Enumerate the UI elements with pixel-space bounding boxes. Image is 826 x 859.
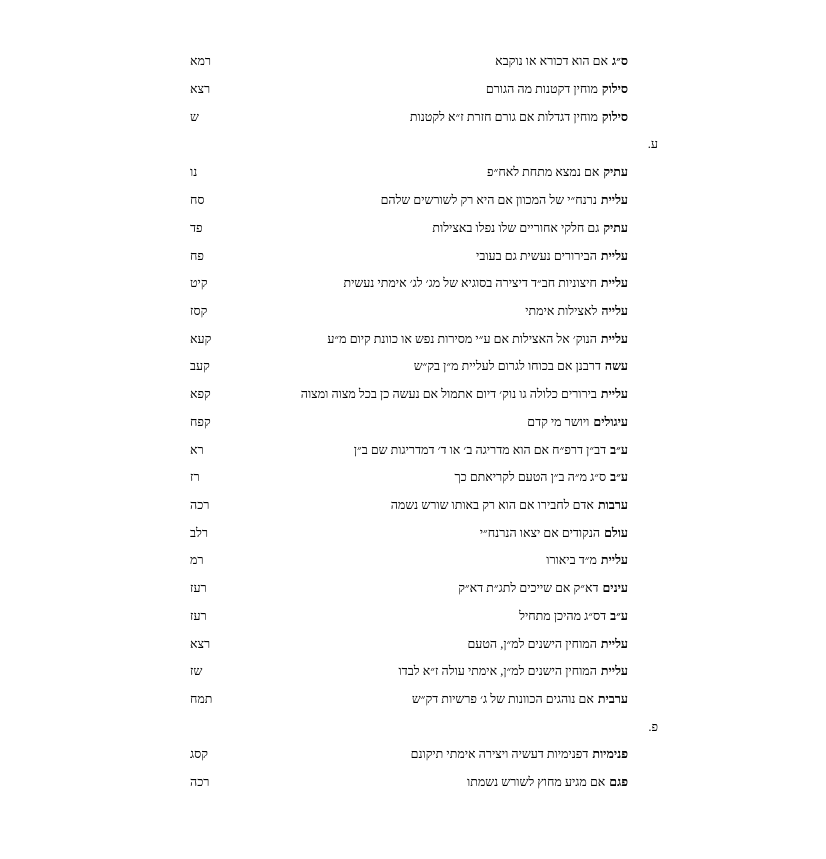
entry-page: קעא	[190, 332, 212, 346]
dot-leader	[245, 273, 340, 293]
entry-page: רמ	[190, 553, 204, 567]
entry-term: עליית	[600, 249, 628, 263]
index-entry	[190, 578, 628, 598]
entry-term: סילוק	[601, 110, 628, 124]
dot-leader	[245, 412, 524, 432]
entry-term: עליית	[600, 276, 628, 290]
dot-leader	[245, 51, 492, 71]
dot-leader	[245, 301, 522, 321]
entry-term: ע״ב	[610, 470, 628, 484]
dot-leader	[245, 606, 516, 626]
entry-term: עליית	[600, 193, 628, 207]
entry-page: פד	[190, 221, 203, 235]
entry-text: מוחין דגדלות אם גורם חזרת ז״א לקטנות	[409, 110, 598, 124]
dot-leader	[245, 218, 429, 238]
dot-leader	[245, 550, 543, 570]
entry-text: לאצילות אימתי	[525, 304, 598, 318]
dot-leader	[245, 523, 477, 543]
entry-page: סח	[190, 193, 205, 207]
entry-page: רכה	[190, 775, 210, 789]
entry-page: רעז	[190, 609, 207, 623]
entry-term: עתיק	[603, 221, 628, 235]
entry-page: קיט	[190, 276, 208, 290]
index-entry	[190, 79, 628, 99]
dot-leader	[245, 107, 407, 127]
entry-page: קפח	[190, 415, 211, 429]
entry-page: קעב	[190, 359, 210, 373]
index-entry	[190, 301, 628, 321]
entry-text: הנקודים אם יצאו הנרנח״י	[479, 526, 601, 540]
index-entry	[190, 661, 628, 681]
entry-term: עליית	[600, 664, 628, 678]
entry-text: אם נמצא מתחת לאח״פ	[487, 165, 600, 179]
index-entry	[190, 772, 628, 792]
entry-text: מ״ד ביאורו	[546, 553, 597, 567]
entry-text: דב״ן דרפ״ח אם הוא מדריגה ב׳ או ד׳ דמדריגות שם ב״ן	[353, 443, 607, 457]
entry-text: גם חלקי אחוריים שלו נפלו באצילות	[432, 221, 600, 235]
entry-term: ס״ג	[612, 54, 628, 68]
entry-text: דפנימיות דעשיה ויצירה אימתי תיקונם	[410, 747, 589, 761]
entry-text: הבירורים נעשית גם בעובי	[476, 249, 597, 263]
entry-page: רכה	[190, 498, 210, 512]
entry-text: הנוק׳ אל האצילות אם ע״י מסירות נפש או כוונת קיום מ״ע	[327, 332, 597, 346]
index-entry	[190, 495, 628, 515]
dot-leader	[245, 246, 473, 266]
entry-page: רצא	[190, 82, 211, 96]
entry-text: בירורים כלולה גו נוק׳ דיום אתמול אם נעשה כן בכל מצוה ומצוה	[300, 387, 597, 401]
index-entry	[190, 467, 628, 487]
index-entry	[190, 744, 628, 764]
entry-term: ע״ב	[610, 609, 628, 623]
entry-page: רלב	[190, 526, 209, 540]
entry-text: דס״ג מהיכן מתחיל	[519, 609, 607, 623]
entry-term: עליית	[600, 553, 628, 567]
index-entry	[190, 412, 628, 432]
dot-leader	[245, 384, 298, 404]
entry-page: פח	[190, 249, 204, 263]
entry-term: ע״ב	[610, 443, 628, 457]
entry-text: המוחין הישנים למ״ן, הטעם	[467, 637, 597, 651]
dot-leader	[245, 689, 409, 709]
entry-term: עיגולים	[593, 415, 628, 429]
entry-text: אם הוא דכורא או נוקבא	[495, 54, 608, 68]
entry-text: אדם לחבירו אם הוא רק באותו שורש נשמה	[390, 498, 594, 512]
dot-leader	[245, 634, 464, 654]
section-letter: ע.	[647, 137, 658, 151]
dot-leader	[245, 744, 408, 764]
entry-term: עולם	[604, 526, 628, 540]
index-entry	[190, 107, 628, 127]
entry-text: חיצוניות חב״ד דיצירה בסוגיא של מג׳ לג׳ אימתי נעשית	[343, 276, 597, 290]
entry-page: נו	[190, 165, 198, 179]
dot-leader	[245, 440, 351, 460]
entry-text: אם מגיע מחוץ לשורש נשמתו	[467, 775, 606, 789]
entry-text: אם נוהגים הכוונות של ג׳ פרשיות דק״ש	[411, 692, 594, 706]
dot-leader	[245, 190, 378, 210]
entry-text: דא״ק אם שייכים לתג״ת דא״ק	[458, 581, 599, 595]
entry-page: רז	[190, 470, 200, 484]
dot-leader	[245, 329, 324, 349]
index-entry	[190, 162, 628, 182]
index-entry	[190, 550, 628, 570]
entry-term: עליית	[600, 637, 628, 651]
entry-text: המוחין הישנים למ״ן, אימתי עולה ז״א לבדו	[398, 664, 597, 678]
entry-term: פגם	[609, 775, 628, 789]
entry-term: עליית	[600, 332, 628, 346]
entry-term: ערבית	[597, 692, 628, 706]
entry-text: דרבנן אם בכוחו לגרום לעליית מ״ן בק״ש	[413, 359, 601, 373]
entry-term: ערבות	[597, 498, 628, 512]
entry-text: נרנח״י של המכוון אם היא רק לשורשים שלהם	[380, 193, 597, 207]
dot-leader	[245, 578, 455, 598]
entry-term: עליית	[600, 387, 628, 401]
dot-leader	[245, 356, 411, 376]
entry-page: רצא	[190, 637, 211, 651]
entry-term: סילוק	[601, 82, 628, 96]
index-entry	[190, 246, 628, 266]
section-letter: פ.	[648, 720, 658, 734]
entry-term: עתיק	[603, 165, 628, 179]
index-entry	[190, 440, 628, 460]
index-entry	[190, 356, 628, 376]
index-entry	[190, 190, 628, 210]
index-entry	[190, 273, 628, 293]
index-entry	[190, 689, 628, 709]
dot-leader	[245, 467, 451, 487]
entry-term: עינים	[602, 581, 628, 595]
entry-page: קפא	[190, 387, 211, 401]
index-entry	[190, 634, 628, 654]
entry-page: ש	[190, 110, 199, 124]
entry-page: שז	[190, 664, 203, 678]
entry-page: קסז	[190, 304, 208, 318]
entry-page: תמח	[190, 692, 213, 706]
entry-term: עלייה	[601, 304, 628, 318]
entry-page: רמא	[190, 54, 212, 68]
entry-page: רעז	[190, 581, 207, 595]
entry-page: קסג	[190, 747, 208, 761]
index-entry	[190, 384, 628, 404]
dot-leader	[245, 661, 395, 681]
entry-text: מוחין דקטנות מה הגורם	[485, 82, 598, 96]
index-entry	[190, 606, 628, 626]
dot-leader	[245, 495, 388, 515]
dot-leader	[245, 772, 464, 792]
entry-text: ויושר מי קדם	[527, 415, 590, 429]
index-entry	[190, 329, 628, 349]
dot-leader	[245, 79, 483, 99]
entry-page: רא	[190, 443, 204, 457]
index-entry	[190, 51, 628, 71]
entry-term: פנימיות	[592, 747, 628, 761]
dot-leader	[245, 162, 484, 182]
index-entry	[190, 218, 628, 238]
entry-term: עשה	[604, 359, 628, 373]
index-entry	[190, 523, 628, 543]
entry-text: ס״ג מ״ה ב״ן הטעם לקריאתם כך	[454, 470, 607, 484]
